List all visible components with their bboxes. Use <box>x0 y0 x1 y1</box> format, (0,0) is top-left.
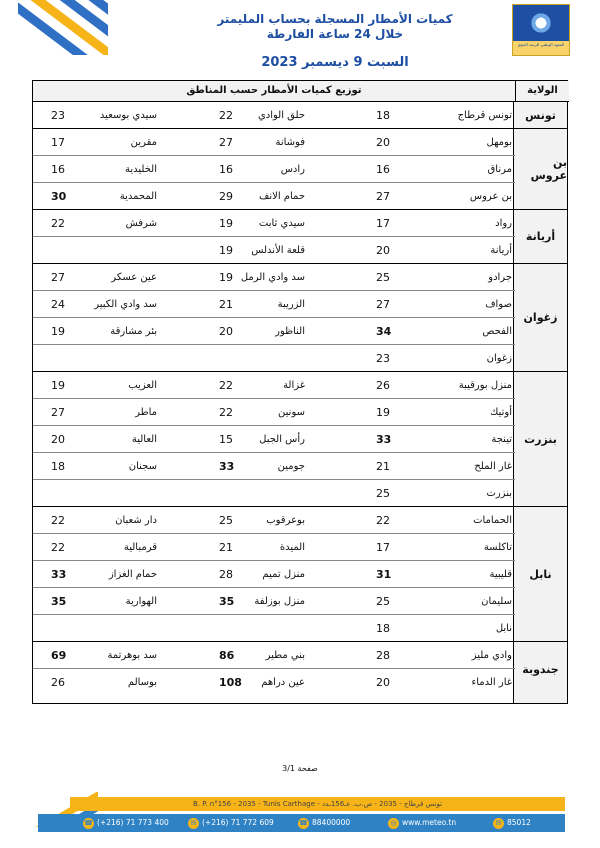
station-name: أريانة <box>490 245 512 256</box>
table-body <box>33 102 513 703</box>
table-row <box>33 399 515 426</box>
station-name: بوسالم <box>127 677 157 688</box>
table-row <box>33 426 515 453</box>
station-name: قليبية <box>489 569 512 580</box>
rainfall-value: 69 <box>51 649 67 662</box>
table-row <box>33 156 515 183</box>
report-date: السبت 9 ديسمبر 2023 <box>261 55 409 70</box>
station-name: تينجة <box>491 434 512 445</box>
table-row <box>33 615 515 642</box>
rainfall-value: 18 <box>376 109 390 122</box>
rainfall-value: 21 <box>219 298 233 311</box>
rainfall-value: 30 <box>51 190 67 203</box>
rainfall-value: 21 <box>376 460 390 473</box>
rainfall-value: 25 <box>376 595 390 608</box>
station-name: سيدي ثابت <box>258 218 305 229</box>
rainfall-value: 18 <box>376 622 390 635</box>
rainfall-value <box>219 480 245 507</box>
station-name: بئر مشارقة <box>110 326 157 337</box>
rainfall-value: 17 <box>376 541 390 554</box>
governorate-cell: بنزرت <box>514 372 567 507</box>
rainfall-value: 22 <box>51 541 65 554</box>
station-name: الخليدية <box>124 164 157 175</box>
rainfall-value: 22 <box>376 514 390 527</box>
rainfall-value: 20 <box>51 433 65 446</box>
rainfall-value: 20 <box>376 136 390 149</box>
station-name: ماطر <box>135 407 157 418</box>
rainfall-value: 26 <box>376 379 390 392</box>
phone-icon: ☎ <box>299 818 308 827</box>
rainfall-value: 35 <box>219 595 235 608</box>
rainfall-value: 16 <box>376 163 390 176</box>
rainfall-value <box>219 615 245 642</box>
rainfall-value: 23 <box>51 109 65 122</box>
station-name: الحمامات <box>473 515 512 526</box>
table-row <box>33 480 515 507</box>
governorate-cell: بن عروس <box>514 129 567 210</box>
rainfall-value: 17 <box>51 136 65 149</box>
station-name: وادي مليز <box>471 650 512 661</box>
station-name: رادس <box>280 164 305 175</box>
rainfall-value: 33 <box>51 568 67 581</box>
governorate-cell: زغوان <box>514 264 567 372</box>
rainfall-value: 16 <box>219 163 233 176</box>
station-name: غار الملح <box>474 461 512 472</box>
decorative-stripes <box>18 0 108 55</box>
contact-text: (+216) 71 773 400 <box>97 818 169 827</box>
rainfall-value: 27 <box>219 136 233 149</box>
rainfall-value <box>51 237 73 264</box>
rainfall-value: 22 <box>219 379 233 392</box>
rainfall-value: 22 <box>219 109 233 122</box>
rainfall-value: 19 <box>51 379 65 392</box>
station-name: الفحص <box>482 326 512 337</box>
station-name: العالية <box>131 434 157 445</box>
station-name: بومهل <box>486 137 512 148</box>
rainfall-value: 16 <box>51 163 65 176</box>
station-name: زغوان <box>486 353 512 364</box>
contact-item <box>188 814 274 832</box>
station-name: رأس الجبل <box>259 434 305 445</box>
rainfall-value: 33 <box>219 460 235 473</box>
rainfall-table <box>32 80 568 704</box>
station-name: الناظور <box>275 326 305 337</box>
station-name: مقرين <box>130 137 157 148</box>
station-name: سجنان <box>128 461 157 472</box>
station-name: منزل بوزلفة <box>254 596 305 607</box>
rainfall-value: 20 <box>219 325 233 338</box>
contact-text: 88400000 <box>312 818 351 827</box>
rainfall-value: 28 <box>376 649 390 662</box>
station-name: أوتيك <box>490 407 512 418</box>
station-name: تونس قرطاج <box>457 110 512 121</box>
station-name: نابل <box>495 623 512 634</box>
rainfall-value: 27 <box>51 271 65 284</box>
rainfall-value <box>51 480 73 507</box>
rainfall-value: 86 <box>219 649 235 662</box>
station-name: جومين <box>277 461 305 472</box>
contact-text: 85012 <box>507 818 531 827</box>
station-name: تاكلسة <box>483 542 512 553</box>
footer-contacts <box>38 814 565 832</box>
station-name: جرادو <box>488 272 512 283</box>
fax-icon: ✉ <box>188 818 199 829</box>
rainfall-value <box>51 345 73 372</box>
station-name <box>195 345 305 372</box>
station-name: بوعرقوب <box>266 515 305 526</box>
contact-item <box>298 814 350 832</box>
rainfall-value: 15 <box>219 433 233 446</box>
table-row <box>33 183 515 210</box>
station-name: عين عسكر <box>111 272 157 283</box>
footer-address: B. P. n°156 - 2035 - Tunis Carthage - تونس قرطاج - 2035 - ص.ب. عـ156ـدد <box>70 797 565 811</box>
table-row <box>33 102 515 129</box>
station-name: سيدي بوسعيد <box>99 110 157 121</box>
station-name: بني مطير <box>265 650 305 661</box>
station-name: فوشانة <box>275 137 305 148</box>
station-name: الزريبة <box>277 299 305 310</box>
sun-icon <box>526 8 556 38</box>
table-row <box>33 507 515 534</box>
table-row <box>33 264 515 291</box>
rainfall-value: 19 <box>376 406 390 419</box>
station-name: بن عروس <box>469 191 512 202</box>
station-name: سد وادي الكبير <box>94 299 157 310</box>
station-name: حمام الغزاز <box>108 569 157 580</box>
report-subtitle: خلال 24 ساعة الفارطة <box>266 27 404 41</box>
rainfall-value: 17 <box>376 217 390 230</box>
rainfall-value: 20 <box>376 676 390 689</box>
rainfall-value: 25 <box>219 514 233 527</box>
rainfall-value: 27 <box>376 190 390 203</box>
station-name: رواد <box>495 218 512 229</box>
governorate-cell: تونس <box>514 102 567 129</box>
table-header <box>33 81 569 102</box>
rainfall-value: 22 <box>51 514 65 527</box>
station-name: حلق الوادي <box>257 110 305 121</box>
rainfall-value: 19 <box>219 217 233 230</box>
rainfall-value <box>51 615 73 642</box>
governorate-cell: نابل <box>514 507 567 642</box>
table-row <box>33 210 515 237</box>
station-name: سد بوهرتمة <box>107 650 157 661</box>
station-name: دار شعبان <box>115 515 157 526</box>
governorate-header: الولاية <box>515 81 569 101</box>
rainfall-value: 25 <box>376 271 390 284</box>
table-row <box>33 237 515 264</box>
rainfall-value: 28 <box>219 568 233 581</box>
rainfall-value: 27 <box>51 406 65 419</box>
station-name: غار الدماء <box>471 677 512 688</box>
rainfall-value: 23 <box>376 352 390 365</box>
station-name: منزل تميم <box>262 569 305 580</box>
rainfall-value: 27 <box>376 298 390 311</box>
table-row <box>33 642 515 669</box>
rainfall-value: 21 <box>219 541 233 554</box>
table-row <box>33 372 515 399</box>
page-number: صفحة 3/1 <box>282 764 318 773</box>
station-name: سليمان <box>481 596 512 607</box>
report-title: كميات الأمطار المسجلة بحساب المليمتر <box>217 12 453 26</box>
station-name: صواف <box>485 299 512 310</box>
rainfall-value: 22 <box>219 406 233 419</box>
rainfall-value: 108 <box>219 676 242 689</box>
table-row <box>33 669 515 696</box>
contact-item <box>388 814 456 832</box>
rainfall-value: 22 <box>51 217 65 230</box>
rainfall-value: 19 <box>219 271 233 284</box>
contact-item <box>493 814 531 832</box>
table-row <box>33 534 515 561</box>
station-name: قلعة الأندلس <box>251 245 305 256</box>
logo-text: المعهد الوطني للرصد الجوي <box>513 41 569 55</box>
rainfall-value: 31 <box>376 568 392 581</box>
table-row <box>33 129 515 156</box>
station-name: بنزرت <box>486 488 512 499</box>
station-name: حمام الانف <box>259 191 305 202</box>
rainfall-value: 24 <box>51 298 65 311</box>
contact-text: www.meteo.tn <box>402 818 457 827</box>
governorate-cell: جندوبة <box>522 662 559 676</box>
governorate-cell: أريانة <box>514 210 567 264</box>
table-row <box>33 318 515 345</box>
table-row <box>33 345 515 372</box>
station-name <box>195 480 305 507</box>
station-name: العزيب <box>128 380 157 391</box>
station-name: قرمبالية <box>123 542 157 553</box>
station-name: سونين <box>278 407 305 418</box>
station-name: سد وادي الرمل <box>240 272 305 283</box>
station-name <box>195 615 305 642</box>
station-name: مرناق <box>487 164 512 175</box>
rainfall-value: 29 <box>219 190 233 203</box>
rainfall-value: 33 <box>376 433 392 446</box>
station-name: غزالة <box>283 380 305 391</box>
contact-item <box>83 814 169 832</box>
governorate-column <box>513 102 567 703</box>
rainfall-value: 19 <box>51 325 65 338</box>
table-row <box>33 561 515 588</box>
mail-icon: ✉ <box>493 818 504 829</box>
station-name: الميدة <box>279 542 305 553</box>
rainfall-value <box>219 345 245 372</box>
station-name: الهوارية <box>125 596 157 607</box>
rainfall-value: 35 <box>51 595 67 608</box>
table-row <box>33 588 515 615</box>
rainfall-value: 26 <box>51 676 65 689</box>
web-icon: ◎ <box>388 818 399 829</box>
meteo-logo <box>512 4 570 56</box>
station-name: منزل بورقيبة <box>458 380 512 391</box>
rainfall-value: 20 <box>376 244 390 257</box>
station-name: شرفش <box>125 218 157 229</box>
table-row <box>33 453 515 480</box>
rainfall-value: 18 <box>51 460 65 473</box>
phone-icon: ☎ <box>84 818 93 827</box>
rainfall-value: 19 <box>219 244 233 257</box>
table-row <box>33 291 515 318</box>
distribution-header: توزيع كميات الأمطار حسب المناطق <box>186 85 362 96</box>
contact-text: (+216) 71 772 609 <box>202 818 274 827</box>
station-name: المحمدية <box>119 191 157 202</box>
rainfall-value: 25 <box>376 487 390 500</box>
station-name: عين دراهم <box>261 677 305 688</box>
rainfall-value: 34 <box>376 325 392 338</box>
